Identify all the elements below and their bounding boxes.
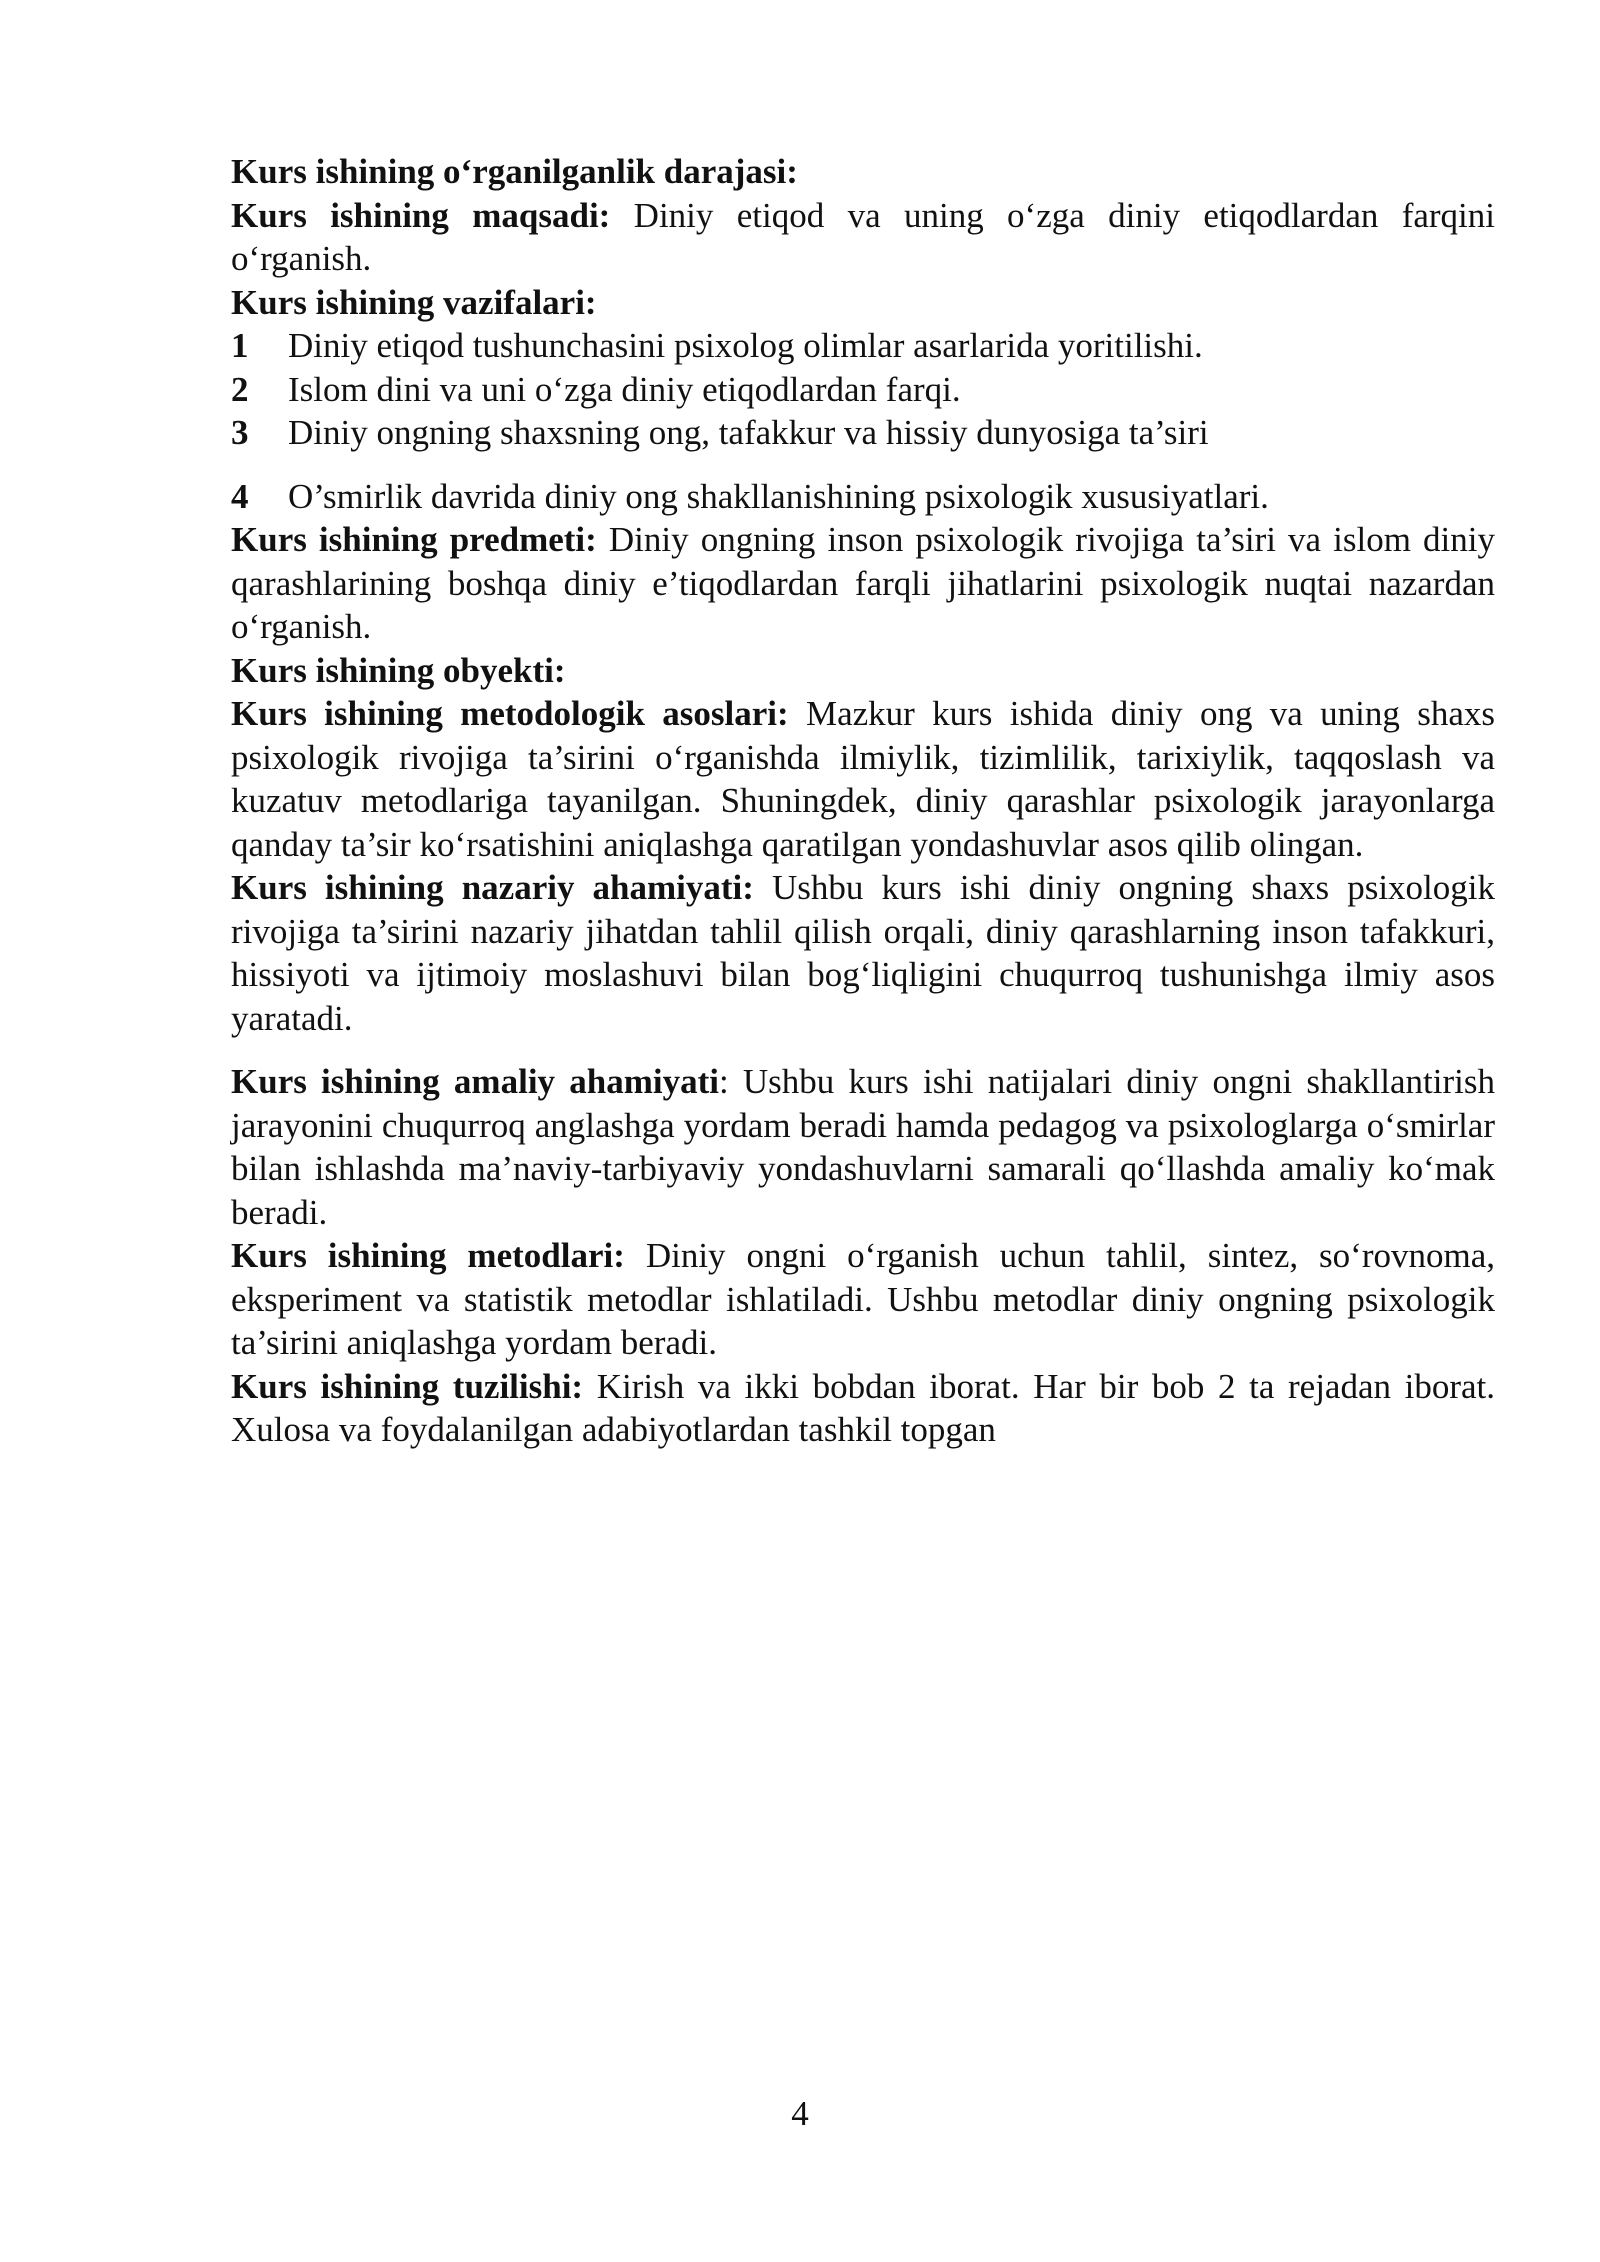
subject-label: Kurs ishining predmeti:	[231, 520, 597, 559]
tasks-heading	[231, 281, 1495, 325]
task-item	[231, 324, 1495, 368]
task-number: 1	[231, 326, 249, 365]
theoretical-text: Ushbu kurs ishi diniy ongning shaxs psixologik rivojiga ta’sirini nazariy jihatdan tahlil qilish orqali, diniy qarashlarning inson tafakkuri, hissiyoti va ijtimoiy moslashuvi bilan bog‘liqligini chuqurroq tushunishga ilmiy asos yaratadi.	[231, 868, 1496, 1038]
tasks-label: Kurs ishining vazifalari:	[231, 282, 597, 322]
object-label: Kurs ishining obyekti:	[231, 650, 566, 690]
methodology-text: Mazkur kurs ishida diniy ong va uning shaxs psixologik rivojiga ta’sirini o‘rganishda ilmiylik, tizimlilik, tarixiylik, taqqoslash va kuzatuv metodlariga tayanilgan. Shuningdek, diniy qarashlar psixologik jarayonlarga qanday ta’sir ko‘rsatishini aniqlashga qaratilgan yondashuvlar asos qilib olingan.	[231, 694, 1495, 864]
methods-paragraph	[231, 1234, 1495, 1365]
task-number: 3	[231, 413, 249, 452]
task-text: Islom dini va uni o‘zga diniy etiqodlardan farqi.	[288, 369, 961, 409]
task-item	[231, 411, 1495, 455]
methodology-label: Kurs ishining metodologik asoslari:	[231, 694, 789, 733]
theoretical-label: Kurs ishining nazariy ahamiyati:	[231, 868, 754, 907]
structure-text: Kirish va ikki bobdan iborat. Har bir bob 2 ta rejadan iborat. Xulosa va foydalanilgan adabiyotlardan tashkil topgan	[231, 1366, 1496, 1449]
task-text: Diniy ongning shaxsning ong, tafakkur va hissiy dunyosiga ta’siri	[288, 413, 1209, 452]
structure-paragraph	[231, 1365, 1495, 1452]
task-number: 2	[231, 369, 249, 409]
goal-paragraph	[231, 194, 1495, 281]
practical-paragraph	[231, 1060, 1495, 1234]
practical-label: Kurs ishining amaliy ahamiyati	[231, 1062, 719, 1101]
task-text: Diniy etiqod tushunchasini psixolog olimlar asarlarida yoritilishi.	[288, 326, 1203, 365]
document-body	[231, 150, 1495, 1452]
practical-text: : Ushbu kurs ishi natijalari diniy ongni shakllantirish jarayonini chuqurroq anglashga yordam beradi hamda pedagog va psixologlarga o‘smirlar bilan ishlashda ma’naviy-tarbiyaviy yondashuvlarni samarali qo‘llashda amaliy ko‘mak beradi.	[231, 1062, 1495, 1232]
methodology-paragraph	[231, 692, 1495, 866]
task-number: 4	[231, 476, 249, 516]
subject-text: Diniy ongning inson psixologik rivojiga ta’siri va islom diniy qarashlarining boshqa diniy e’tiqodlardan farqli jihatlarini psixologik nuqtai nazardan o‘rganish.	[231, 520, 1495, 646]
goal-text: Diniy etiqod va uning o‘zga diniy etiqodlardan farqini o‘rganish.	[231, 195, 1495, 278]
goal-label: Kurs ishining maqsadi:	[231, 195, 611, 235]
study-level-heading	[231, 150, 1495, 194]
task-item	[231, 475, 1495, 519]
methods-text: Diniy ongni o‘rganish uchun tahlil, sintez, so‘rovnoma, eksperiment va statistik metodlar ishlatiladi. Ushbu metodlar diniy ongning psixologik ta’sirini aniqlashga yordam beradi.	[231, 1236, 1495, 1362]
page-number: 4	[791, 2094, 809, 2133]
object-heading	[231, 649, 1495, 693]
structure-label: Kurs ishining tuzilishi:	[231, 1366, 584, 1406]
task-text: O’smirlik davrida diniy ong shakllanishining psixologik xususiyatlari.	[288, 476, 1269, 516]
study-level-label: Kurs ishining o‘rganilganlik darajasi:	[231, 152, 798, 191]
methods-label: Kurs ishining metodlari:	[231, 1236, 625, 1275]
task-item	[231, 368, 1495, 412]
theoretical-paragraph	[231, 866, 1495, 1040]
subject-paragraph	[231, 518, 1495, 649]
